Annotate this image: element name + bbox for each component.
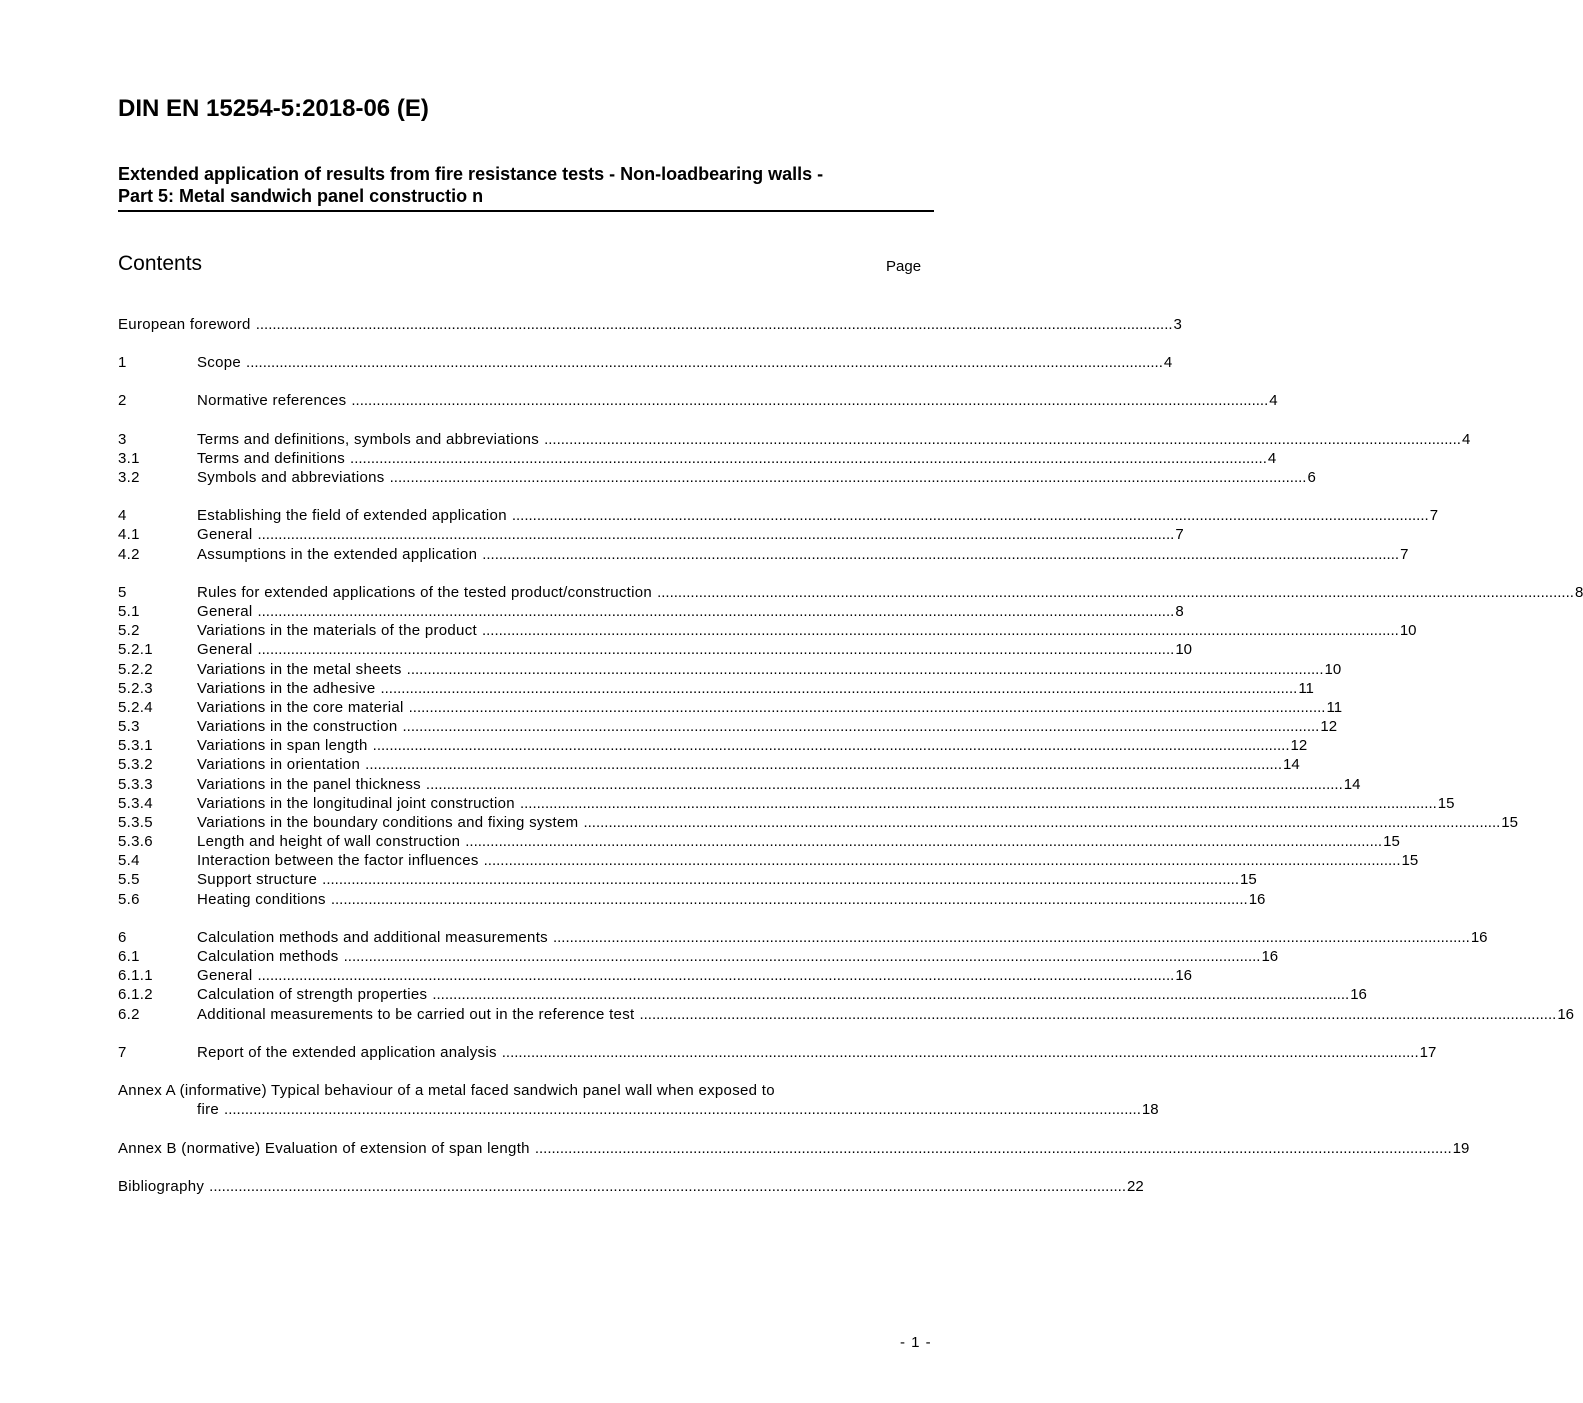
toc-entry-page: 16 [1557, 1006, 1575, 1023]
toc-entry-title: Calculation of strength properties [197, 986, 428, 1003]
toc-entry-number: 6 [118, 929, 127, 946]
toc-entry-page: 14 [1283, 756, 1300, 773]
toc-entry-page: 17 [1419, 1044, 1437, 1061]
toc-entry-number: 2 [118, 392, 127, 409]
toc-entry[interactable] [118, 506, 1439, 525]
toc-entry-page: 6 [1307, 469, 1316, 486]
toc-entry-number: 5.3.2 [118, 756, 153, 773]
toc-entry-title: Variations in the adhesive [197, 680, 376, 697]
toc-entry-page: 15 [1437, 795, 1455, 812]
toc-dot-leader [373, 736, 1290, 755]
toc-entry-page: 11 [1298, 680, 1314, 697]
toc-entry-title: General [197, 641, 253, 658]
toc-entry[interactable] [118, 947, 1279, 966]
toc-dot-leader [350, 449, 1267, 468]
toc-entry[interactable] [118, 621, 1417, 640]
toc-entry-page: 8 [1574, 584, 1583, 601]
toc-entry[interactable] [118, 870, 1257, 889]
toc-dot-leader [344, 947, 1261, 966]
toc-entry-number: 5.3.6 [118, 833, 153, 850]
toc-entry-number: 5.5 [118, 871, 140, 888]
document-title-line-2: Part 5: Metal sandwich panel constructio n [118, 186, 484, 206]
toc-entry-number: 4.1 [118, 526, 140, 543]
toc-entry[interactable] [118, 966, 1193, 985]
toc-entry[interactable] [118, 1139, 1470, 1158]
toc-dot-leader [365, 755, 1282, 774]
toc-entry[interactable] [118, 640, 1193, 659]
toc-entry-page: 10 [1175, 641, 1193, 658]
document-title-line-1: Extended application of results from fire resistance tests - Non-loadbearing walls - [118, 164, 824, 184]
toc-dot-leader [257, 966, 1174, 985]
toc-entry-page: 16 [1261, 948, 1279, 965]
toc-dot-leader [331, 890, 1248, 909]
toc-entry-title: Variations in the longitudinal joint construction [197, 795, 515, 812]
toc-dot-leader [224, 1100, 1141, 1119]
toc-entry-page: 18 [1141, 1101, 1159, 1118]
toc-entry-page: 7 [1175, 526, 1184, 543]
toc-dot-leader [209, 1177, 1126, 1196]
toc-entry-page: 12 [1290, 737, 1308, 754]
toc-entry[interactable] [118, 794, 1455, 813]
toc-dot-leader [407, 660, 1324, 679]
toc-entry-number: 6.1.2 [118, 986, 153, 1003]
toc-entry-page: 16 [1175, 967, 1193, 984]
toc-entry-title: Normative references [197, 392, 347, 409]
toc-dot-leader [257, 640, 1174, 659]
toc-dot-leader [553, 928, 1470, 947]
toc-dot-leader [257, 525, 1174, 544]
toc-dot-leader [583, 813, 1500, 832]
toc-entry-title: Terms and definitions, symbols and abbreviations [197, 431, 540, 448]
toc-dot-leader [403, 717, 1320, 736]
toc-entry-number: 5.1 [118, 603, 140, 620]
toc-entry-page: 7 [1429, 507, 1439, 524]
toc-entry[interactable] [118, 1100, 1159, 1119]
toc-entry[interactable] [118, 602, 1184, 621]
toc-entry-number: 5.2.4 [118, 699, 153, 716]
toc-entry-page: 3 [1173, 316, 1182, 333]
toc-entry-number: 5.4 [118, 852, 140, 869]
toc-entry-number: 5.2 [118, 622, 140, 639]
toc-entry-title: Interaction between the factor influences [197, 852, 479, 869]
toc-entry-page: 14 [1343, 776, 1361, 793]
toc-entry-title: Heating conditions [197, 891, 326, 908]
toc-entry-page: 8 [1175, 603, 1184, 620]
toc-entry[interactable] [118, 660, 1342, 679]
toc-entry-page: 4 [1163, 354, 1173, 371]
toc-entry[interactable] [118, 391, 1278, 410]
toc-entry[interactable] [118, 928, 1488, 947]
toc-entry-number: 5.2.2 [118, 661, 153, 678]
toc-entry-page: 4 [1267, 450, 1277, 467]
toc-entry[interactable] [118, 813, 1518, 832]
toc-dot-leader [657, 583, 1574, 602]
toc-entry[interactable] [118, 1005, 1575, 1024]
toc-entry-page: 16 [1470, 929, 1488, 946]
toc-dot-leader [432, 985, 1349, 1004]
toc-entry-number: 5.2.1 [118, 641, 153, 658]
toc-entry-number: 6.1.1 [118, 967, 153, 984]
toc-entry-number: 4.2 [118, 546, 140, 563]
toc-dot-leader [257, 602, 1174, 621]
toc-entry[interactable] [118, 430, 1471, 449]
toc-entry-number: 3.2 [118, 469, 140, 486]
toc-entry-title: European foreword [118, 316, 251, 333]
toc-entry-title: General [197, 967, 253, 984]
toc-entry-title: Length and height of wall construction [197, 833, 461, 850]
title-divider [118, 210, 934, 212]
toc-entry-page: 4 [1461, 431, 1471, 448]
document-title [118, 163, 933, 207]
toc-entry-number: 5.3.3 [118, 776, 153, 793]
toc-entry-page: 4 [1269, 392, 1278, 409]
toc-entry[interactable] [118, 985, 1367, 1004]
toc-entry[interactable] [118, 545, 1409, 564]
toc-entry[interactable] [118, 1043, 1437, 1062]
toc-dot-leader [351, 391, 1268, 410]
toc-entry-title: Annex A (informative) Typical behaviour of a metal faced sandwich panel wall when exposed to [118, 1082, 775, 1099]
toc-entry[interactable] [118, 698, 1343, 717]
document-id: DIN EN 15254-5:2018-06 (E) [118, 95, 429, 122]
toc-dot-leader [465, 832, 1382, 851]
toc-entry-page: 11 [1326, 699, 1343, 716]
toc-entry-title: Variations in the core material [197, 699, 404, 716]
toc-entry-number: 4 [118, 507, 127, 524]
toc-entry[interactable] [118, 353, 1173, 372]
toc-entry-title: General [197, 603, 253, 620]
toc-entry-page: 10 [1399, 622, 1417, 639]
toc-entry-title: Support structure [197, 871, 318, 888]
toc-entry-page: 15 [1501, 814, 1518, 831]
toc-dot-leader [484, 851, 1401, 870]
toc-entry-title: Variations in span length [197, 737, 368, 754]
toc-entry[interactable] [118, 851, 1419, 870]
toc-entry-page: 16 [1350, 986, 1367, 1003]
toc-entry-number: 5.3.1 [118, 737, 153, 754]
toc-entry-title: Terms and definitions [197, 450, 346, 467]
toc-entry-title: Variations in the materials of the product [197, 622, 477, 639]
toc-dot-leader [512, 506, 1429, 525]
toc-entry[interactable] [118, 525, 1184, 544]
toc-dot-leader [380, 679, 1297, 698]
toc-entry-number: 3.1 [118, 450, 140, 467]
toc-dot-leader [426, 775, 1343, 794]
toc-dot-leader [482, 621, 1399, 640]
toc-entry-title: Variations in the panel thickness [197, 776, 421, 793]
toc-entry-title: Calculation methods and additional measurements [197, 929, 548, 946]
toc-dot-leader [390, 468, 1307, 487]
toc-entry-title: Calculation methods [197, 948, 339, 965]
toc-entry-title: Symbols and abbreviations [197, 469, 385, 486]
toc-dot-leader [256, 315, 1173, 334]
toc-entry-page: 19 [1452, 1140, 1470, 1157]
toc-entry[interactable] [118, 755, 1300, 774]
toc-entry-number: 5.2.3 [118, 680, 153, 697]
toc-entry-title: General [197, 526, 253, 543]
toc-entry-title: Variations in the construction [197, 718, 398, 735]
toc-dot-leader [535, 1139, 1452, 1158]
toc-entry-number: 5.6 [118, 891, 140, 908]
toc-dot-leader [502, 1043, 1419, 1062]
toc-entry-number: 5 [118, 584, 127, 601]
toc-entry[interactable] [118, 468, 1316, 487]
toc-entry-title: Scope [197, 354, 242, 371]
toc-entry[interactable] [118, 832, 1400, 851]
toc-entry[interactable] [118, 775, 1361, 794]
toc-entry[interactable] [118, 679, 1314, 698]
toc-dot-leader [322, 870, 1239, 889]
toc-entry-page: 12 [1320, 718, 1338, 735]
toc-entry-title: Variations in the boundary conditions and fixing system [197, 814, 579, 831]
toc-entry-number: 1 [118, 354, 127, 371]
toc-dot-leader [520, 794, 1437, 813]
toc-entry-title: Variations in orientation [197, 756, 361, 773]
toc-entry-number: 6.2 [118, 1006, 140, 1023]
toc-dot-leader [409, 698, 1326, 717]
toc-entry[interactable] [118, 315, 1182, 334]
toc-entry-title: Variations in the metal sheets [197, 661, 402, 678]
page-column-label: Page [886, 258, 922, 275]
toc-entry[interactable] [118, 449, 1277, 468]
toc-entry-page: 16 [1248, 891, 1266, 908]
toc-entry-page: 15 [1383, 833, 1400, 850]
toc-entry[interactable] [118, 717, 1338, 736]
toc-entry-page: 15 [1401, 852, 1419, 869]
toc-entry-page: 15 [1240, 871, 1257, 888]
toc-entry-title: Annex B (normative) Evaluation of extension of span length [118, 1140, 530, 1157]
toc-entry[interactable] [118, 736, 1308, 755]
toc-entry[interactable] [118, 890, 1266, 909]
toc-entry-number: 6.1 [118, 948, 140, 965]
toc-entry-number: 7 [118, 1044, 127, 1061]
footer-page-number: - 1 - [900, 1334, 932, 1351]
toc-dot-leader [246, 353, 1163, 372]
toc-dot-leader [482, 545, 1399, 564]
toc-entry-page: 22 [1127, 1178, 1144, 1195]
toc-entry-title: Establishing the field of extended application [197, 507, 507, 524]
toc-dot-leader [544, 430, 1461, 449]
toc-entry-page: 7 [1400, 546, 1409, 563]
toc-entry-title: Additional measurements to be carried out in the reference test [197, 1006, 635, 1023]
toc-entry-number: 5.3.5 [118, 814, 153, 831]
toc-entry-number: 5.3.4 [118, 795, 153, 812]
toc-entry-number: 5.3 [118, 718, 140, 735]
toc-entry-number: 3 [118, 431, 127, 448]
toc-entry-title: Assumptions in the extended application [197, 546, 478, 563]
toc-entry-title: Rules for extended applications of the tested product/construction [197, 584, 653, 601]
toc-entry[interactable] [118, 1081, 922, 1100]
toc-entry-page: 10 [1324, 661, 1342, 678]
toc-entry-title: fire [197, 1101, 220, 1118]
toc-entry-title: Report of the extended application analysis [197, 1044, 497, 1061]
contents-heading: Contents [118, 252, 203, 275]
toc-entry-title: Bibliography [118, 1178, 205, 1195]
toc-dot-leader [639, 1005, 1556, 1024]
toc-entry[interactable] [118, 583, 1583, 602]
toc-entry[interactable] [118, 1177, 1144, 1196]
